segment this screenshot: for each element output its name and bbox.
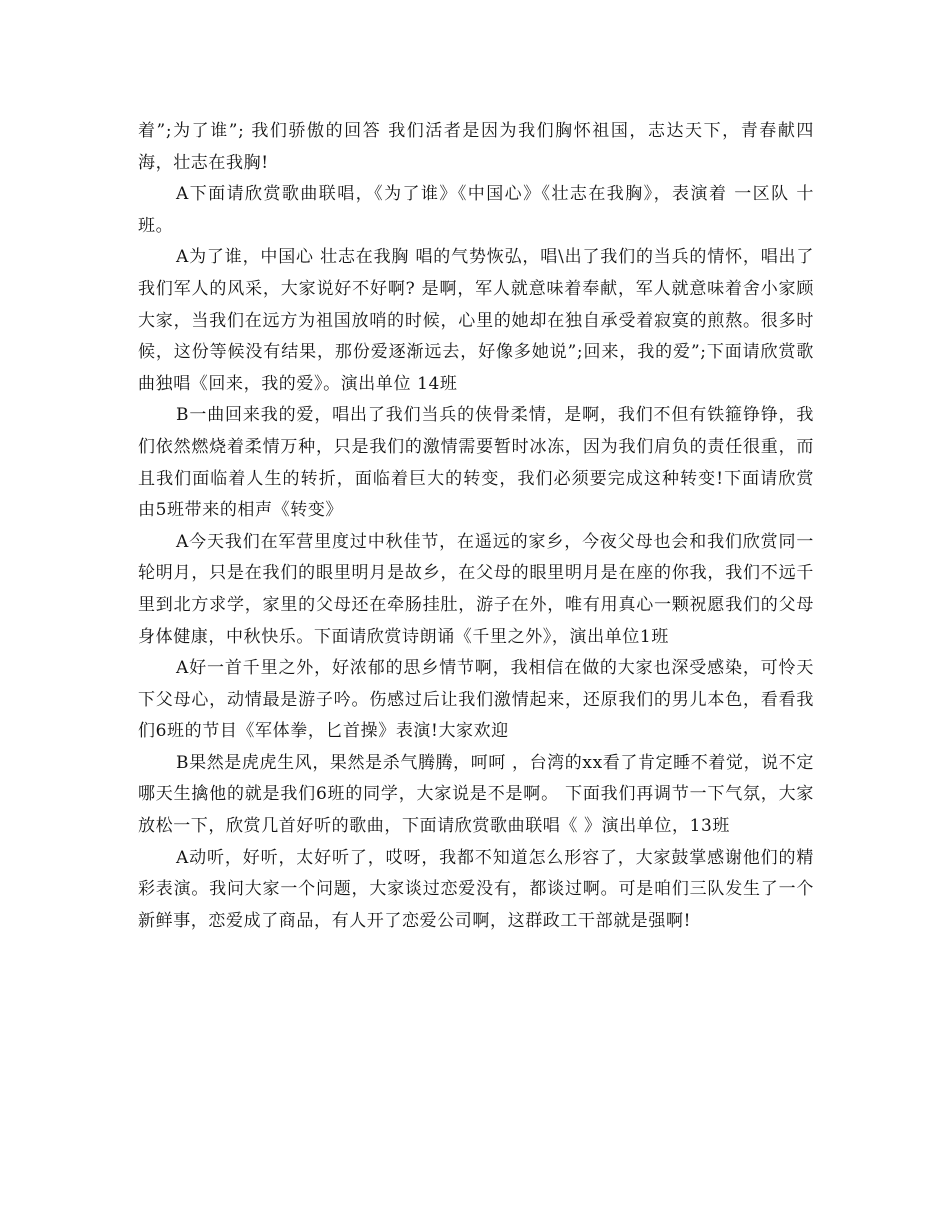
paragraph: A好一首千里之外，好浓郁的思乡情节啊，我相信在做的大家也深受感染，可怜天下父母心，动情最是游子吟。伤感过后让我们激情起来，还原我们的男儿本色，看看我们6班的节目《军体拳，匕首操》表演!大家欢迎: [138, 658, 814, 742]
paragraph: A为了谁，中国心 壮志在我胸 唱的气势恢弘，唱\出了我们的当兵的情怀，唱出了我们军人的风采，大家说好不好啊? 是啊，军人就意味着奉献，军人就意味着舍小家顾大家，当我们在远方为祖国放哨的时候，心里的她却在独自承受着寂寞的煎熬。很多时候，这份等候没有结果，那份爱逐渐远去，好像多她说”;回来，我的爱”;下面请欣赏歌曲独唱《回来，我的爱》。演出单位 14班: [138, 247, 814, 394]
paragraph: B果然是虎虎生风，果然是杀气腾腾，呵呵 ，台湾的xx看了肯定睡不着觉，说不定哪天生擒他的就是我们6班的同学，大家说是不是啊。 下面我们再调节一下气氛，大家放松一下，欣赏几首好听的歌曲，下面请欣赏歌曲联唱《 》演出单位，13班: [138, 752, 814, 837]
document-body: [138, 116, 814, 937]
paragraph: A今天我们在军营里度过中秋佳节，在遥远的家乡，今夜父母也会和我们欣赏同一轮明月，只是在我们的眼里明月是故乡，在父母的眼里明月是在座的你我，我们不远千里到北方求学，家里的父母还在牵肠挂肚，游子在外，唯有用真心一颗祝愿我们的父母身体健康，中秋快乐。下面请欣赏诗朗诵《千里之外》，演出单位1班: [138, 531, 814, 647]
paragraph: A下面请欣赏歌曲联唱，《为了谁》《中国心》《壮志在我胸》，表演着 一区队 十班。: [138, 184, 814, 236]
paragraph-continuation: 着”;为了谁”; 我们骄傲的回答 我们活者是因为我们胸怀祖国，志达天下，青春献四海，壮志在我胸!: [138, 121, 814, 173]
paragraph: A动听，好听，太好听了，哎呀，我都不知道怎么形容了，大家鼓掌感谢他们的精彩表演。我问大家一个问题，大家谈过恋爱没有，都谈过啊。可是咱们三队发生了一个新鲜事，恋爱成了商品，有人开了恋爱公司啊，这群政工干部就是强啊!: [138, 847, 814, 931]
paragraph: B一曲回来我的爱，唱出了我们当兵的侠骨柔情，是啊，我们不但有铁箍铮铮，我们依然燃烧着柔情万种，只是我们的激情需要暂时冰冻，因为我们肩负的责任很重，而且我们面临着人生的转折，面临着巨大的转变，我们必须要完成这种转变!下面请欣赏由5班带来的相声《转变》: [138, 405, 814, 521]
